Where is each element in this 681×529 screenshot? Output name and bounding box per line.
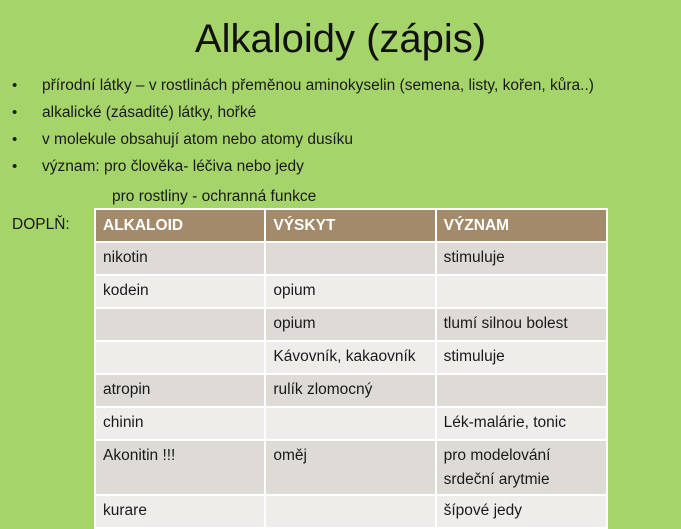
cell-vyskyt: oměj [265,440,435,495]
header-vyznam: VÝZNAM [436,209,607,242]
bullet-item [12,153,594,180]
header-vyskyt: VÝSKYT [265,209,435,242]
cell-vyznam [436,275,607,308]
table-row [95,341,607,374]
table-row [95,275,607,308]
slide-title: Alkaloidy (zápis) [194,17,487,61]
cell-alkaloid [95,341,265,374]
table-row [95,407,607,440]
cell-alkaloid: atropin [95,374,265,407]
cell-vyznam: stimuluje [436,242,607,275]
table-row [95,374,607,407]
bullet-text: alkalické (zásadité) látky, hořké [42,104,257,121]
table-header-row [95,209,607,242]
cell-alkaloid [95,308,265,341]
table-row [95,440,607,495]
cell-vyznam: stimuluje [436,341,607,374]
bullet-dot: • [12,131,18,148]
cell-alkaloid: chinin [95,407,265,440]
header-alkaloid: ALKALOID [95,209,265,242]
cell-vyskyt: opium [265,308,435,341]
table-row [95,495,607,528]
fill-in-label: DOPLŇ: [12,216,70,233]
cell-vyznam: pro modelování srdeční arytmie [436,440,607,495]
cell-alkaloid: kodein [95,275,265,308]
bullet-text: v molekule obsahují atom nebo atomy dusíku [42,131,354,148]
cell-alkaloid: kurare [95,495,265,528]
cell-vyznam [436,374,607,407]
alkaloid-table [94,208,608,529]
cell-vyznam: Lék-malárie, tonic [436,407,607,440]
bullet-item [12,99,594,126]
cell-vyskyt [265,242,435,275]
cell-alkaloid: nikotin [95,242,265,275]
cell-vyskyt: rulík zlomocný [265,374,435,407]
cell-alkaloid: Akonitin !!! [95,440,265,495]
bullet-text: význam: pro člověka- léčiva nebo jedy [42,158,304,175]
bullet-item [12,72,594,99]
table-row [95,242,607,275]
cell-vyznam: šípové jedy [436,495,607,528]
bullet-text: přírodní látky – v rostlinách přeměnou aminokyselin (semena, listy, kořen, kůra..) [42,77,594,94]
bullet-dot: • [12,104,18,121]
bullet-item [12,126,594,153]
cell-vyznam: tlumí silnou bolest [436,308,607,341]
bullet-continuation: pro rostliny - ochranná funkce [112,188,317,205]
bullet-dot: • [12,158,18,175]
cell-vyskyt: opium [265,275,435,308]
cell-vyskyt [265,495,435,528]
bullet-list [12,72,594,180]
table-row [95,308,607,341]
bullet-dot: • [12,77,18,94]
cell-vyskyt [265,407,435,440]
cell-vyskyt: Kávovník, kakaovník [265,341,435,374]
